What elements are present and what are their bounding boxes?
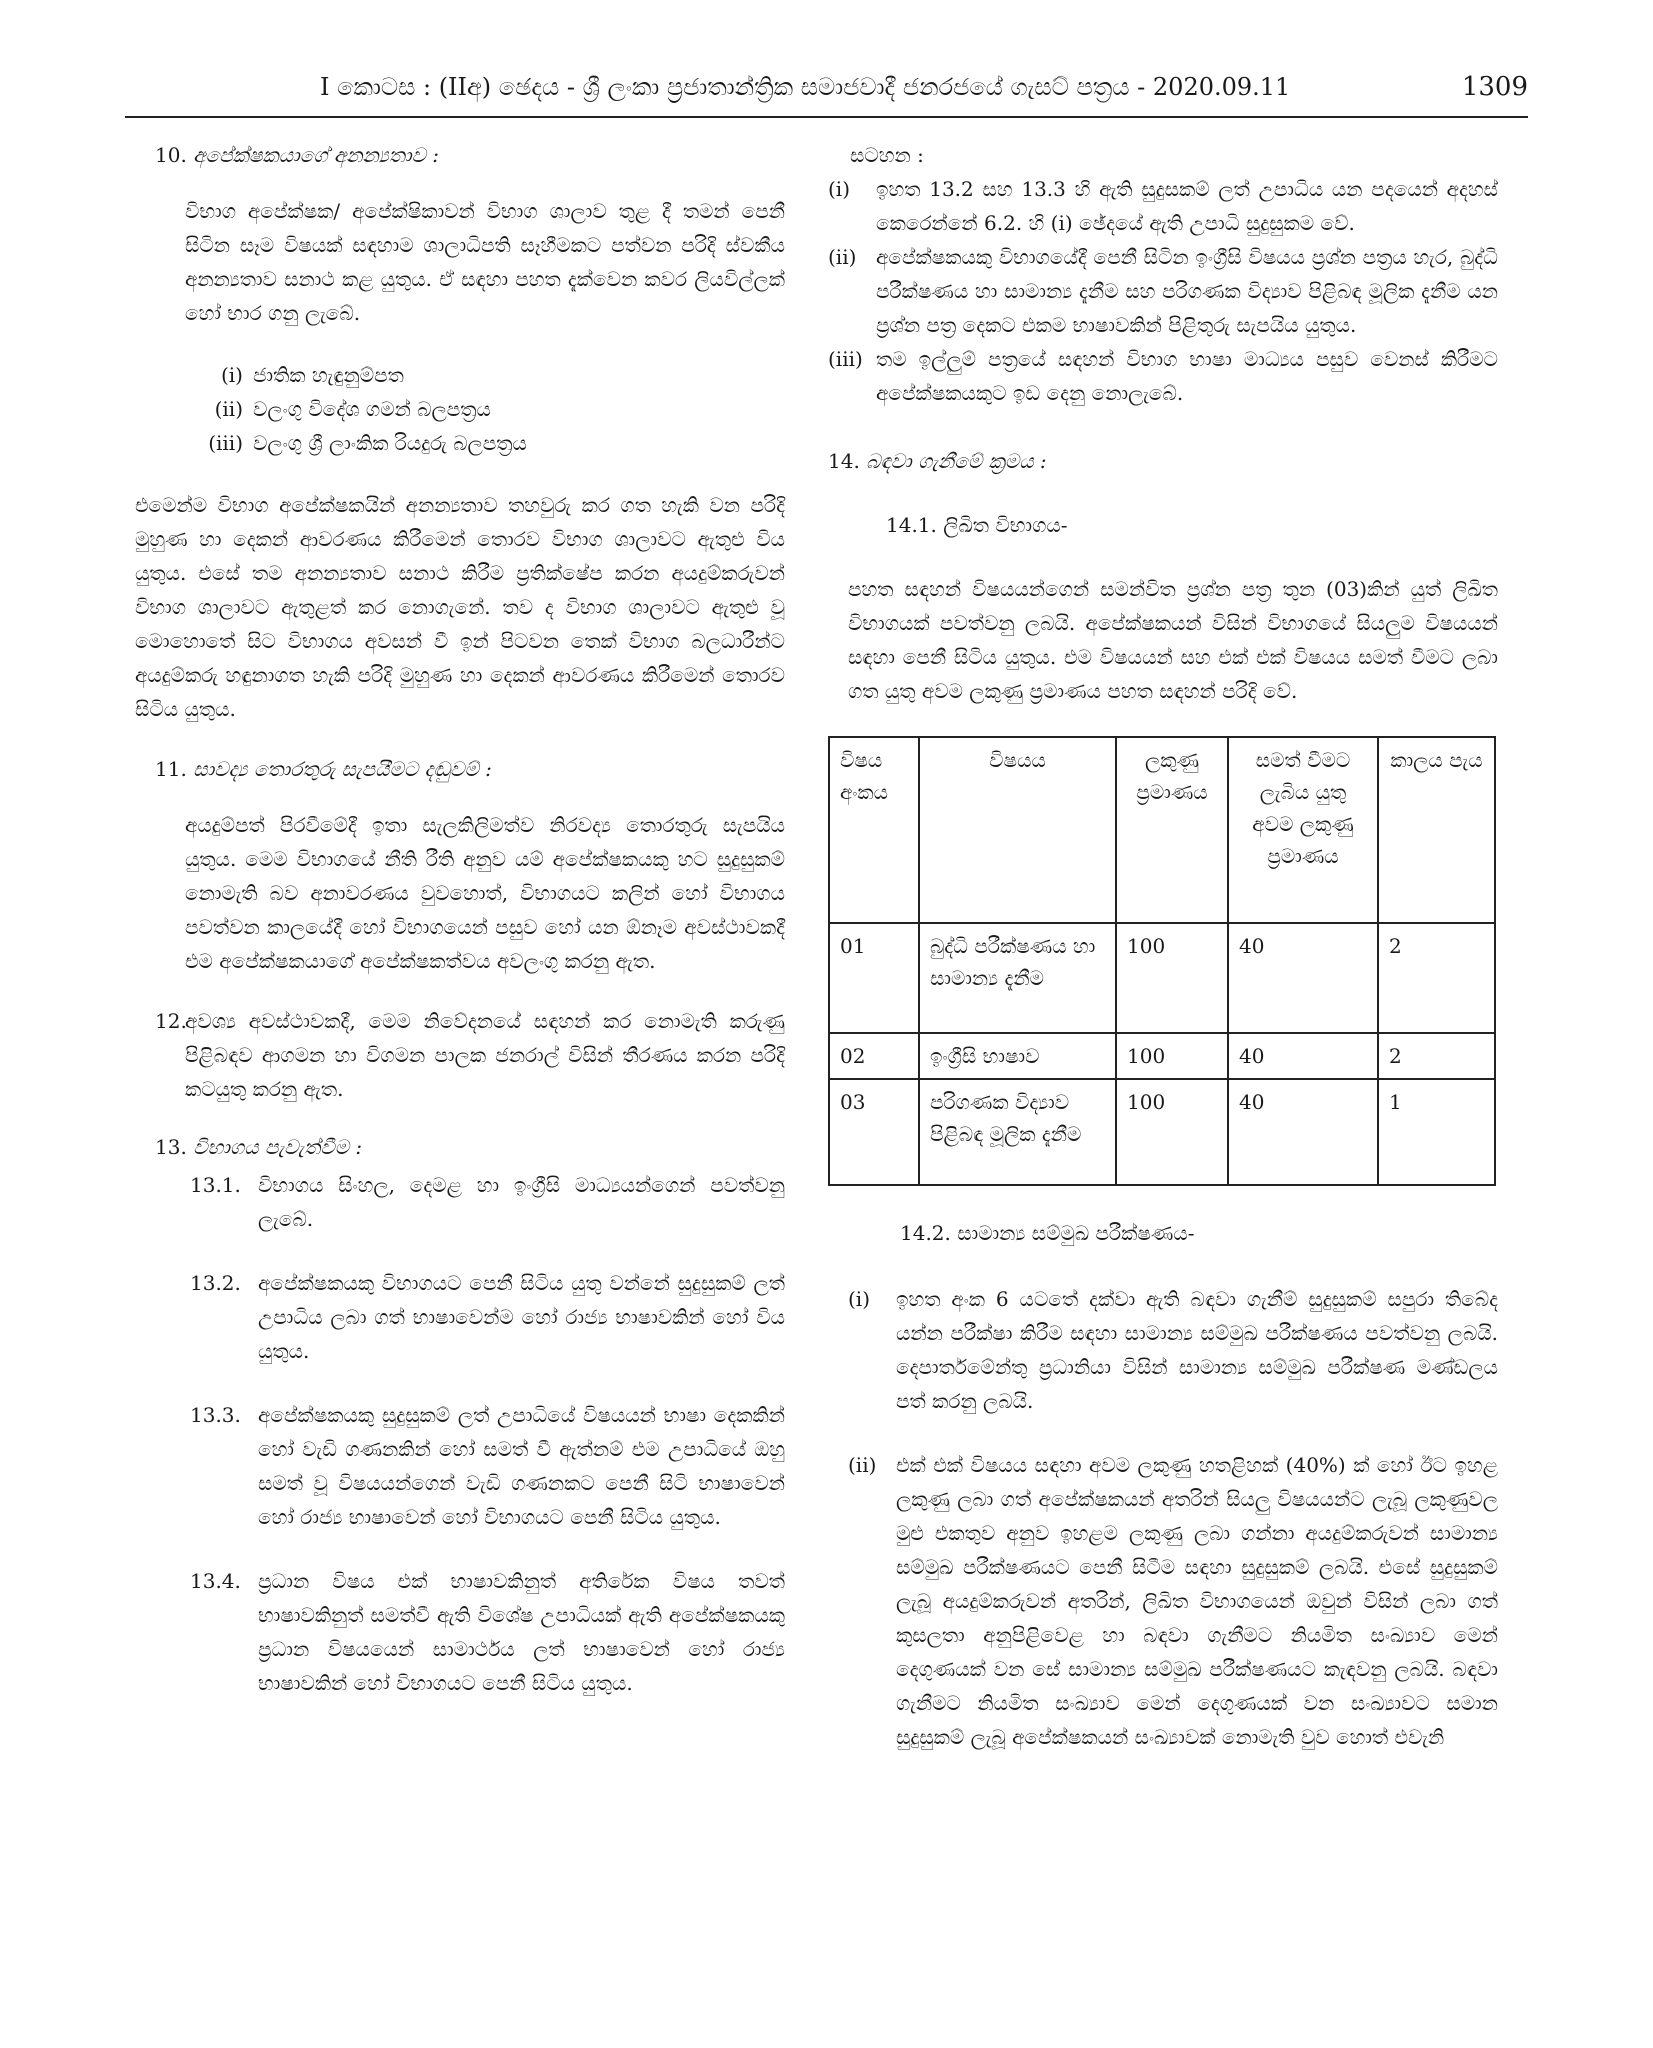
section-12-paragraph: අවශ්‍ය අවස්ථාවකදී, මෙම නිවේදනයේ සඳහන් කර නොමැති කරුණු පිළිබඳව ආගමන හා විගමන පාලක ජනරාල් විසින් තීරණය කරන පරිදි කටයුතු කරනු ඇත. bbox=[185, 1009, 785, 1101]
section-number: 13. bbox=[155, 1135, 187, 1159]
section-10-paragraph: විභාග අපේක්ෂක/ අපේක්ෂිකාවන් විභාග ශාලාව තුළ දී තමන් පෙනී සිටින සෑම විෂයක් සඳහාම ශාලාධිපති සෑහීමකට පත්වන පරිදි ස්වකීය අනන්‍යතාව සනාථ කළ යුතුය. ඒ සඳහා පහත දැක්වෙන කවර ලියවිල්ලක් හෝ භාර ගනු ලැබේ. bbox=[185, 199, 785, 325]
section-title: බඳවා ගැනීමේ ක්‍රමය : bbox=[866, 449, 1047, 473]
section-number: 10. bbox=[155, 143, 187, 167]
section-13-2: 13.2. අපේක්ෂකයකු විභාගයට පෙනී සිටිය යුතු වන්නේ සුදුසුකම් ලත් උපාධිය ලබා ගත් භාෂාවෙන්ම හෝ රාජ්‍ය භාෂාවකින් හෝ විය යුතුය. bbox=[190, 1271, 785, 1363]
section-14-heading bbox=[828, 444, 1498, 478]
table-row: 03 පරිගණක විද්‍යාව පිළිබඳ මූලික දැනීම 100 40 1 bbox=[829, 1079, 1495, 1185]
page-header bbox=[125, 70, 1528, 114]
section-13-heading bbox=[155, 1130, 795, 1164]
page-number: 1309 bbox=[1461, 72, 1528, 102]
section-13-3: 13.3. අපේක්ෂකයකු සුදුසුකම් ලත් උපාධියේ විෂයයන් භාෂා දෙකකින් හෝ වැඩි ගණනකින් හෝ සමත් වී ඇත්නම් එම උපාධියේ ඔහු සමත් වූ විෂයයන්ගෙන් වැඩි ගණනකට පෙනී සිටි භාෂාවෙන් හෝ රාජ්‍ය භාෂාවෙන් හෝ විභාගයට පෙනී සිටිය යුතුය. bbox=[190, 1403, 785, 1529]
left-column bbox=[125, 130, 795, 1700]
column-header: විෂය අංකය bbox=[829, 737, 919, 923]
id-document-list bbox=[185, 358, 795, 460]
section-number: 14. bbox=[828, 449, 860, 473]
section-12 bbox=[155, 1004, 785, 1106]
section-13-1: 13.1. විභාගය සිංහල, දෙමළ හා ඉංග්‍රීසි මාධ්‍යයන්ගෙන් පවත්වනු ලැබේ. bbox=[190, 1173, 785, 1231]
header-title: I කොටස : (IIඅ) ඡෙදය - ශ්‍රී ලංකා ප්‍රජාතාන්ත්‍රික සමාජවාදී ජනරජයේ ගැසට් පත්‍රය - 2020.09.11 bbox=[320, 73, 1291, 101]
section-10-heading bbox=[155, 138, 795, 172]
section-13-4: 13.4. ප්‍රධාන විෂය එක් භාෂාවකිනුත් අතිරේක විෂය තවත් භාෂාවකිනුත් සමත්වී ඇති විශේෂ උපාධියක් ඇති අපේක්ෂකයකු ප්‍රධාන විෂයයෙන් සාමාර්ථය ලත් භාෂාවෙන් හෝ රාජ්‍ය භාෂාවකින් හෝ විභාගයට පෙනී සිටිය යුතුය. bbox=[190, 1569, 785, 1695]
note-heading: සටහන : bbox=[850, 143, 924, 167]
section-11-paragraph: අයදුම්පත් පිරවීමේදී ඉතා සැලකිලිමත්ව නිරවද්‍ය තොරතුරු සැපයිය යුතුය. මෙම විභාගයේ නීති රීති අනුව යම් අපේක්ෂකයකු හට සුදුසුකම් නොමැති බව අනාවරණය වුවහොත්, විභාගයට කලින් හෝ විභාගය පවත්වන කාලයේදී හෝ විභාගයෙන් පසුව හෝ යන ඕනෑම අවස්ථාවකදී එම අපේක්ෂකයාගේ අපේක්ෂකත්වය අවලංගු කරනු ඇත. bbox=[185, 813, 785, 973]
note-item: (iii) තම ඉල්ලුම් පත්‍රයේ සඳහන් විභාග භාෂා මාධ්‍යය පසුව වෙනස් කිරීමට අපේක්ෂකයකුට ඉඩ දෙනු නොලැබේ. bbox=[828, 347, 1498, 405]
section-14-1-paragraph: පහත සඳහන් විෂයයන්ගෙන් සමන්විත ප්‍රශ්න පත්‍ර තුන (03)කින් යුත් ලිඛිත විභාගයක් පවත්වනු ලබයි. අපේක්ෂකයන් විසින් විභාගයේ සියලුම විෂයයන් සඳහා පෙනී සිටිය යුතුය. එම විෂයයන් සහ එක් එක් විෂයය සමත් වීමට ලබා ගත යුතු අවම ලකුණු ප්‍රමාණය පහත සඳහන් පරිදි වේ. bbox=[848, 577, 1498, 703]
table-header-row bbox=[829, 737, 1495, 923]
column-header: ලකුණු ප්‍රමාණය bbox=[1116, 737, 1228, 923]
table-row: 01 බුද්ධි පරීක්ෂණය හා සාමාන්‍ය දැනීම 100 40 2 bbox=[829, 923, 1495, 1033]
list-item: (iii) වලංගු ශ්‍රී ලාංකික රියදුරු බලපත්‍රය bbox=[208, 431, 527, 455]
section-title: සාවද්‍ය තොරතුරු සැපයීමට දඬුවම් : bbox=[193, 757, 492, 781]
note-item: (i) ඉහත 13.2 සහ 13.3 හි ඇති සුදුසකම් ලත් උපාධිය යන පදයෙන් අදහස් කෙරෙන්නේ 6.2. හි (i) ඡේදයේ ඇති උපාධි සුදුසුකම වේ. bbox=[828, 177, 1498, 235]
note-item: (ii) අපේක්ෂකයකු විභාගයේදී පෙනී සිටින ඉංග්‍රීසි විෂයය ප්‍රශ්න පත්‍රය හැර, බුද්ධි පරීක්ෂණය හා සාමාන්‍ය දැනීම සහ පරිගණක විද්‍යාව පිළිබඳ මූලික දැනීම යන ප්‍රශ්න පත්‍ර දෙකට එකම භාෂාවකින් පිළිතුරු සැපයිය යුතුය. bbox=[828, 245, 1498, 337]
header-rule bbox=[125, 116, 1528, 118]
interview-item: (ii) එක් එක් විෂයය සඳහා අවම ලකුණු හතළිහක් (40%) ක් හෝ ඊට ඉහළ ලකුණු ලබා ගත් අපේක්ෂකයන් අතරින් සියලු විෂයයන්ට ලැබූ ලකුණුවල මුළු එකතුව අනුව ඉහළම ලකුණු ලබා ගන්නා අයදුම්කරුවන් සාමාන්‍ය සම්මුඛ පරීක්ෂණයට පෙනී සිටීම සඳහා සුදුසුකම් ලබයි. එසේ සුදුසුකම් ලැබූ අයදුම්කරුවන් අතරින්, ලිඛිත විභාගයෙන් ඔවුන් විසින් ලබා ගත් කුසලතා අනුපිළිවෙළ හා බඳවා ගැනීමට නියමිත සංඛ්‍යාව මෙන් දෙගුණයක් වන සේ සාමාන්‍ය සම්මුඛ පරීක්ෂණයට කැඳවනු ලබයි. බඳවා ගැනීමට නියමිත සංඛ්‍යාව මෙන් දෙගුණයක් වන සංඛ්‍යාවට සමාන සුදුසුකම් ලැබූ අපේක්ෂකයන් සංඛ්‍යාවක් නොමැති වුව හොත් එවැනි bbox=[848, 1453, 1498, 1749]
section-10-paragraph-2: එමෙන්ම විභාග අපේක්ෂකයින් අනන්‍යතාව තහවුරු කර ගත හැකි වන පරිදි මුහුණ හා දෙකන් ආවරණය කිරීමෙන් තොරව විභාග ශාලාවට ඇතුළු විය යුතුය. එසේ තම අනන්‍යතාව සනාථ කිරීම ප්‍රතික්ෂේප කරන අයදුම්කරුවන් විභාග ශාලාවට ඇතුළත් කර නොගැනේ. තව ද විභාග ශාලාවට ඇතුළු වූ මොහොතේ සිට විභාගය අවසන් වී ඉන් පිටවන තෙක් විභාග බලධාරීන්ට අයදුම්කරු හඳුනාගත හැකි පරිදි මුහුණ හා දෙකන් ආවරණය කිරීමෙන් තොරව සිටිය යුතුය. bbox=[135, 493, 785, 721]
section-title: විභාගය පැවැත්වීම : bbox=[193, 1135, 363, 1159]
list-item: (ii) වලංගු විදේශ ගමන් බලපත්‍රය bbox=[214, 397, 491, 421]
right-column bbox=[828, 130, 1498, 1754]
subsection-14-1: 14.1. ලිඛිත විභාගය- bbox=[886, 513, 1068, 537]
column-header: සමත් වීමට ලැබිය යුතු අවම ලකුණු ප්‍රමාණය bbox=[1228, 737, 1378, 923]
column-header: විෂයය bbox=[919, 737, 1116, 923]
section-number: 12. bbox=[155, 1009, 187, 1033]
section-title: අපේක්ෂකයාගේ අනන්‍යතාව : bbox=[193, 143, 439, 167]
subjects-table bbox=[828, 736, 1496, 1186]
section-number: 11. bbox=[155, 757, 187, 781]
column-header: කාලය පැය bbox=[1378, 737, 1495, 923]
section-11-heading bbox=[155, 752, 795, 786]
interview-item: (i) ඉහත අංක 6 යටතේ දක්වා ඇති බඳවා ගැනීම් සුදුසුකම් සපුරා තිබේද යන්න පරීක්ෂා කිරීම සඳහා සාමාන්‍ය සම්මුඛ පරීක්ෂණය පවත්වනු ලබයි. දෙපාර්තමේන්තු ප්‍රධානියා විසින් සාමාන්‍ය සම්මුඛ පරීක්ෂණ මණ්ඩලය පත් කරනු ලබයි. bbox=[848, 1287, 1498, 1413]
list-item: (i) ජාතික හැඳුනුම්පත bbox=[220, 363, 404, 387]
subsection-14-2: 14.2. සාමාන්‍ය සම්මුඛ පරීක්ෂණය- bbox=[900, 1221, 1195, 1245]
table-row: 02 ඉංග්‍රීසි භාෂාව 100 40 2 bbox=[829, 1033, 1495, 1079]
